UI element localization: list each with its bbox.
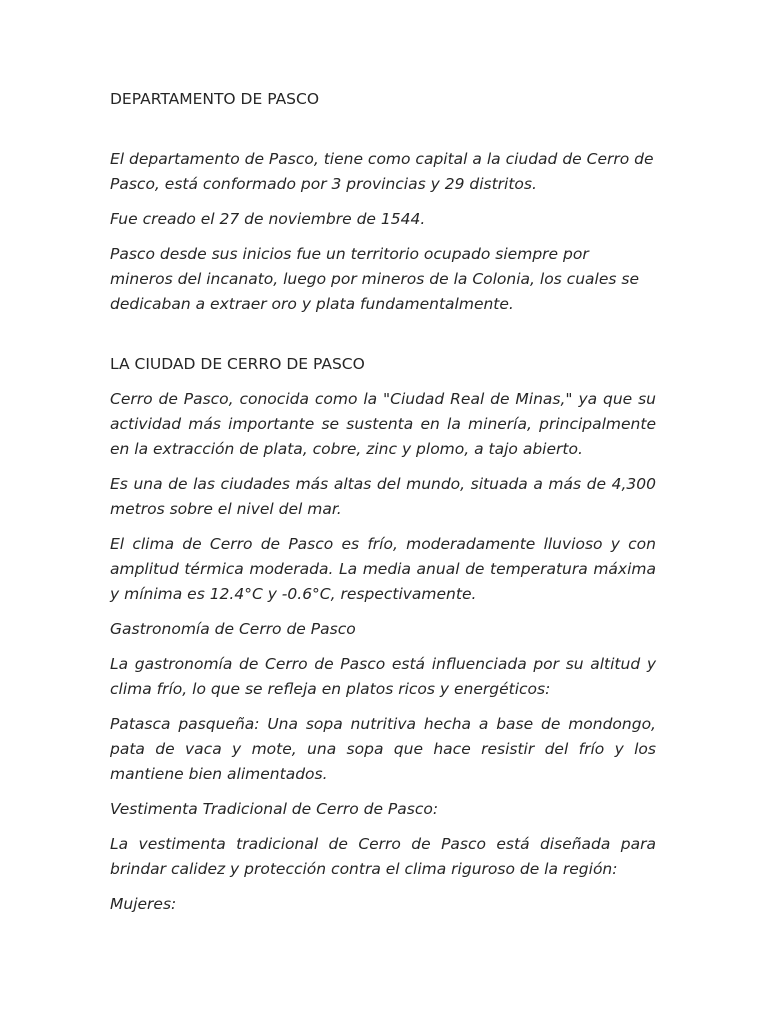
paragraph-fecha-creacion: Fue creado el 27 de noviembre de 1544. — [110, 210, 426, 228]
paragraph-ciudad-real-de-minas: Cerro de Pasco, conocida como la "Ciudad Real de Minas," ya que su actividad más importante se sustenta en la minería, principalmente en la extracción de plata, cobre, zinc y plomo, a tajo abierto. — [110, 390, 656, 458]
paragraph-altitud: Es una de las ciudades más altas del mundo, situada a más de 4,300 metros sobre el nivel del mar. — [110, 475, 656, 518]
heading-ciudad-cerro-de-pasco: LA CIUDAD DE CERRO DE PASCO — [110, 355, 365, 373]
subheading-vestimenta: Vestimenta Tradicional de Cerro de Pasco: — [110, 800, 439, 818]
paragraph-vestimenta: La vestimenta tradicional de Cerro de Pasco está diseñada para brindar calidez y protección contra el clima riguroso de la región: — [110, 835, 656, 878]
paragraph-capital: El departamento de Pasco, tiene como capital a la ciudad de Cerro de Pasco, está conformado por 3 provincias y 29 distritos. — [110, 150, 654, 193]
subheading-gastronomia: Gastronomía de Cerro de Pasco — [110, 620, 356, 638]
paragraph-clima: El clima de Cerro de Pasco es frío, moderadamente lluvioso y con amplitud térmica moderada. La media anual de temperatura máxima y mínima es 12.4°C y -0.6°C, respectivamente. — [110, 535, 656, 603]
paragraph-gastronomia: La gastronomía de Cerro de Pasco está influenciada por su altitud y clima frío, lo que se refleja en platos ricos y energéticos: — [110, 655, 656, 698]
paragraph-patasca: Patasca pasqueña: Una sopa nutritiva hecha a base de mondongo, pata de vaca y mote, una sopa que hace resistir del frío y los mantiene bien alimentados. — [110, 715, 656, 783]
paragraph-historia-minera: Pasco desde sus inicios fue un territorio ocupado siempre por mineros del incanato, luego por mineros de la Colonia, los cuales se dedicaban a extraer oro y plata fundamentalmente. — [110, 245, 639, 313]
subheading-mujeres: Mujeres: — [110, 895, 177, 913]
heading-departamento-de-pasco: DEPARTAMENTO DE PASCO — [110, 90, 320, 108]
document-body — [110, 87, 656, 927]
